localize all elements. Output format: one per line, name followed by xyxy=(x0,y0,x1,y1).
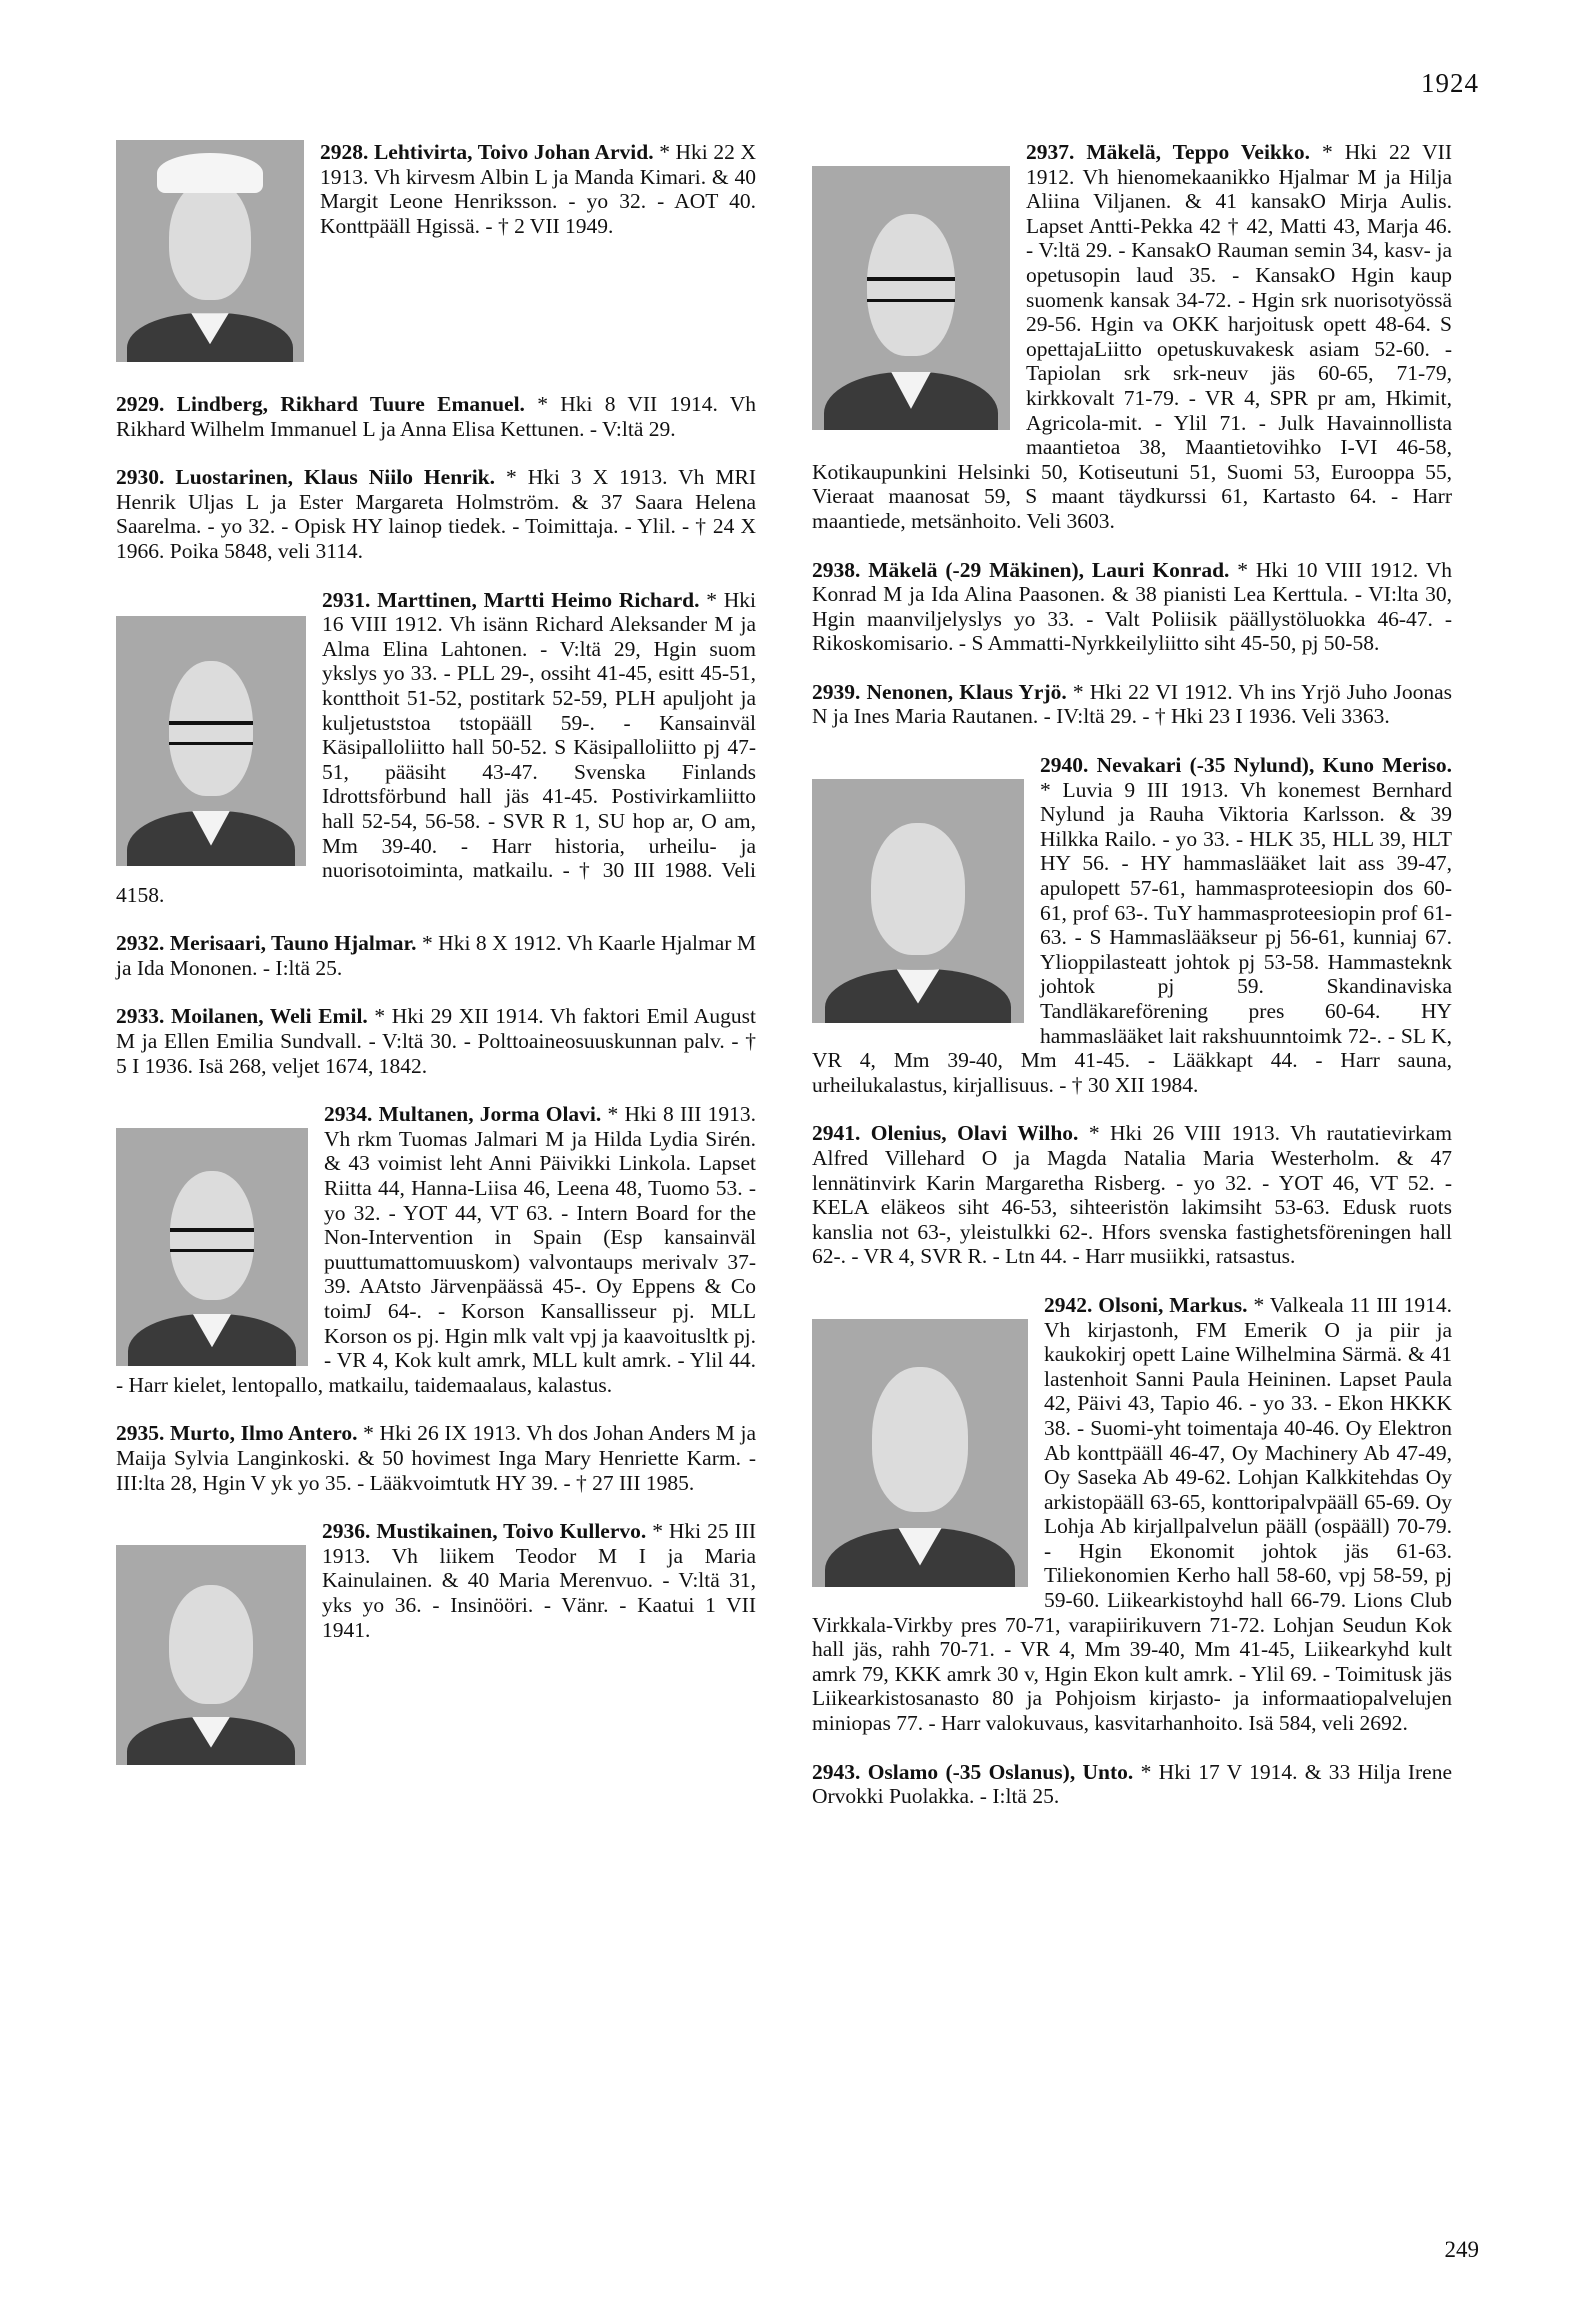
portrait-photo xyxy=(116,1128,308,1366)
entry-text: * Hki 25 III 1913. Vh liikem Teodor M I ja Maria Kainulainen. & 40 Maria Merenvuo. - V:ltä 31, yks yo 36. - Insinööri. - Vänr. - Kaatui 1 VII 1941. xyxy=(322,1519,757,1642)
entry-text: * Hki 22 VII 1912. Vh hienomekaanikko Hjalmar M ja Hilja Aliina Viljanen. & 41 kansakO Mirja Aulis. Lapset Antti-Pekka 42 † 42, Matti 43, Marja 46. - V:ltä 29. - KansakO Rauman semin 34, kasv- ja opetusopin laud 35. - KansakO Hgin kaup suomenk kansak 34-72. - Hgin srk nuorisotyössä 29-56. Hgin va OKK harjoitusk opett 48-64. S opettajaLiitto opetuskuvakesk asiam 52-60. - Tapiolan srk srk-neuv jäs 60-65, 71-79, kirkkovalt 71-79. - VR 4, SPR pr am, Hkimit, Agricola-mit. - Ylil 71. - Julk Havainnollista maantietoa 38, Maantietovihko I-VI 46-58, Kotikaupunkini Helsinki 50, Kotiseutuni 51, Suomi 53, Eurooppa 55, Vieraat maanosat 59, S maant täydkurssi 61, Kartasto 64. - Harr maantiede, metsänhoito. Veli 3603. xyxy=(812,140,1452,533)
portrait-photo xyxy=(116,616,306,866)
entry-2941 xyxy=(812,1121,1452,1269)
entry-text: * Hki 17 V 1914. & 33 Hilja Irene Orvokki Puolakka. - I:ltä 25. xyxy=(812,1759,1453,1809)
entry-number: 2931. xyxy=(322,587,371,612)
entry-text: * Hki 8 X 1912. Vh Kaarle Hjalmar M ja Ida Mononen. - I:ltä 25. xyxy=(116,931,757,980)
entry-2929 xyxy=(116,392,756,441)
year-heading: 1924 xyxy=(1421,68,1479,98)
portrait-photo xyxy=(116,1545,306,1765)
entry-2934 xyxy=(116,1102,756,1397)
entry-name: Multanen, Jorma Olavi. xyxy=(378,1102,602,1127)
entry-text: * Hki 8 VII 1914. Vh Rikhard Wilhelm Immanuel L ja Anna Elisa Kettunen. - V:ltä 29. xyxy=(116,392,757,441)
entry-2933 xyxy=(116,1004,756,1078)
entry-number: 2941. xyxy=(812,1121,861,1146)
portrait-photo xyxy=(116,140,304,362)
entry-text: * Luvia 9 III 1913. Vh konemest Bernhard Nylund ja Rauha Viktoria Karlsson. & 39 Hilkka Railo. - yo 33. - HLK 35, HLL 39, HLT HY 56. - HY hammaslääket lait ass 39-47, apulopett 57-61, hammasproteesiopin dos 60-61, prof 63-. TuY hammasproteesiopin prof 61-63. - S Hammaslääkseur pj 56-61, kunniaj 67. Ylioppilasteatt johtok pj 53-58. Hammasteknk johtok pj 59. Skandinaviska Tandläkareförening pres 60-64. HY hammaslääket lait rakshuunntoimk 72-. - SL K, VR 4, Mm 39-40, Mm 41-45. - Lääkkapt 44. - Harr sauna, urheilukalastus, kirjallisuus. - † 30 XII 1984. xyxy=(812,777,1452,1097)
entry-number: 2939. xyxy=(812,679,861,704)
entry-name: Olsoni, Markus. xyxy=(1098,1292,1248,1317)
entry-2932 xyxy=(116,931,756,980)
entry-2943 xyxy=(812,1760,1452,1809)
entry-2928 xyxy=(116,140,756,368)
entry-2939 xyxy=(812,680,1452,729)
entry-2940 xyxy=(812,753,1452,1097)
entry-name: Marttinen, Martti Heimo Richard. xyxy=(377,587,700,612)
entry-2936 xyxy=(116,1519,756,1642)
entry-text: * Hki 22 VI 1912. Vh ins Yrjö Juho Joonas N ja Ines Maria Rautanen. - IV:ltä 29. - † Hki 23 I 1936. Veli 3363. xyxy=(812,679,1453,729)
entry-name: Luostarinen, Klaus Niilo Henrik. xyxy=(175,465,495,490)
entry-name: Mäkelä, Teppo Veikko. xyxy=(1086,140,1310,164)
entry-text: * Hki 3 X 1913. Vh MRI Henrik Uljas L ja Ester Margareta Holmström. & 37 Saara Helena Saarelma. - yo 32. - Opisk HY lainop tiedek. - Toimittaja. - Ylil. - † 24 X 1966. Poika 5848, veli 3114. xyxy=(116,465,756,563)
entry-number: 2940. xyxy=(1040,753,1089,778)
page-number: 249 xyxy=(1444,2237,1479,2262)
entry-number: 2935. xyxy=(116,1421,165,1446)
portrait-photo xyxy=(812,166,1010,430)
entry-number: 2938. xyxy=(812,557,861,582)
entry-number: 2943. xyxy=(812,1759,861,1784)
entry-text: * Hki 10 VIII 1912. Vh Konrad M ja Ida Alina Paasonen. & 38 pianisti Lea Kerttula. - VI:lta 30, Hgin maanviljelyslys yo 33. - Valt Poliisik päällystöluokka 46-47. - Rikoskomisario. - S Ammatti-Nyrkkeilyliitto siht 45-50, pj 50-58. xyxy=(812,557,1453,656)
entry-2931 xyxy=(116,588,756,908)
entry-name: Oslamo (-35 Oslanus), Unto. xyxy=(867,1759,1134,1784)
entry-text: * Hki 16 VIII 1912. Vh isänn Richard Aleksander M ja Alma Elina Lahtonen. - V:ltä 29, Hgin suom ykslys yo 33. - PLL 29-, ossiht 41-45, esitt 45-51, kontthoit 51-52, postitark 52-59, PLH apuljoht ja kuljetuststoa tstopääll 59-. - Kansainväl Käsipalloliitto hall 50-52. S Käsipalloliitto pj 47-51, pääsiht 43-47. Svenska Finlands Idrottsförbund hall jäs 41-45. Postivirkamliitto hall 52-54, 56-58. - SVR R 1, SU hop ar, O am, Mm 39-40. - Harr historia, urheilu- ja nuorisotoiminta, matkailu. - † 30 III 1988. Veli 4158. xyxy=(116,587,756,907)
left-column xyxy=(116,140,756,1771)
entry-number: 2933. xyxy=(116,1004,165,1029)
entry-text: * Hki 22 X 1913. Vh kirvesm Albin L ja Manda Kimari. & 40 Margit Leone Henriksson. - yo 32. - AOT 40. Konttpääll Hgissä. - † 2 VII 1949. xyxy=(320,140,756,238)
entry-2937 xyxy=(812,140,1452,534)
entry-text: * Hki 29 XII 1914. Vh faktori Emil August M ja Ellen Emilia Sundvall. - V:ltä 30. - Polttoaineosuuskunnan palv. - † 5 I 1936. Isä 268, veljet 1674, 1842. xyxy=(116,1004,757,1078)
entry-2935 xyxy=(116,1421,756,1495)
entry-number: 2932. xyxy=(116,931,165,956)
entry-number: 2930. xyxy=(116,465,165,490)
entry-text: * Hki 26 VIII 1913. Vh rautatievirkam Alfred Villehard O ja Magda Natalia Maria Westerholm. & 47 lennätinvirk Karin Margaretha Risberg. - yo 32. - YOT 46, VT 52. - KELA eläkeos siht 46-53, sihteeristön lakimsiht 53-63. Edusk ruots kanslia not 63-, yleistulkki 62-. Hfors svenska fastighetsföreningen hall 62-. - VR 4, SVR R. - Ltn 44. - Harr musiikki, ratsastus. xyxy=(812,1121,1453,1269)
entry-number: 2942. xyxy=(1044,1292,1093,1317)
entry-name: Murto, Ilmo Antero. xyxy=(169,1421,358,1446)
entry-number: 2929. xyxy=(116,392,165,416)
entry-name: Nenonen, Klaus Yrjö. xyxy=(866,679,1067,704)
entry-text: * Valkeala 11 III 1914. Vh kirjastonh, FM Emerik O ja piir ja kaukokirj opett Laine Wilhelmina Särmä. & 41 lastenhoit Sanni Paula Heininen. Lapset Paula 42, Päivi 43, Tapio 46. - yo 33. - Ekon HKKK 38. - Suomi-yht toimentaja 40-46. Oy Elektron Ab konttpääll 46-47, Oy Machinery Ab 47-49, Oy Saseka Ab 49-62. Lohjan Kalkkitehdas Oy arkistopääll 63-65, konttoripalvpääll 65-69. Oy Lohja Ab kirjallpalvelun pääll (ospääll) 70-79. - Hgin Ekonomit johtok jäs 61-63. Tiliekonomien Kerho hall 58-60, vpj 58-59, pj 59-60. Liikearkistoyhd hall 66-79. Lions Club Virkkala-Virkby pres 70-71, varapiirikuvern 71-72. Lohjan Seudun Kok hall jäs, rahh 70-71. - VR 4, Mm 39-40, Mm 41-45, Liikearkyhd kult amrk 79, KKK amrk 30 v, Hgin Ekon kult amrk. - Ylil 69. - Toimitusk jäs Liikearkistosanasto 80 ja Pohjoism kirjasto- ja informaatiopalvelujen miniopas 77. - Harr valokuvaus, kasvitarhanhoito. Isä 584, veli 2692. xyxy=(812,1292,1452,1736)
entry-number: 2928. xyxy=(320,140,369,164)
entry-name: Moilanen, Weli Emil. xyxy=(171,1004,368,1029)
entry-text: * Hki 8 III 1913. Vh rkm Tuomas Jalmari M ja Hilda Lydia Sirén. & 43 voimist leht Anni Päivikki Linkola. Lapset Riitta 44, Hanna-Liisa 46, Leena 48, Tuomo 53. - yo 32. - YOT 44, VT 63. - Intern Board for the Non-Intervention in Spain (Esp kansainväl puuttumattomuuskom) valvontaups merivalv 37-39. AAtsto Järvenpäässä 45-. Oy Eppens & Co toimJ 64-. - Korson Kansallisseur pj. MLL Korson os pj. Hgin mlk valt vpj ja kaavoitusltk pj. - VR 4, Kok kult amrk, MLL kult amrk. - Ylil 44. - Harr kielet, lentopallo, matkailu, taidemaalaus, kalastus. xyxy=(116,1102,757,1397)
entry-2942 xyxy=(812,1293,1452,1736)
entry-number: 2937. xyxy=(1026,140,1075,164)
entry-name: Mäkelä (-29 Mäkinen), Lauri Konrad. xyxy=(868,557,1230,582)
entry-2930 xyxy=(116,465,756,563)
entry-2938 xyxy=(812,558,1452,656)
portrait-photo xyxy=(812,1319,1028,1587)
portrait-photo xyxy=(812,779,1024,1023)
entry-name: Mustikainen, Toivo Kullervo. xyxy=(376,1519,647,1544)
entry-name: Lehtivirta, Toivo Johan Arvid. xyxy=(373,140,654,164)
entry-name: Nevakari (-35 Nylund), Kuno Meriso. xyxy=(1096,753,1453,778)
entry-number: 2934. xyxy=(324,1102,373,1127)
entry-number: 2936. xyxy=(322,1519,371,1544)
right-column xyxy=(812,140,1452,1833)
entry-name: Lindberg, Rikhard Tuure Emanuel. xyxy=(176,392,525,416)
entry-text: * Hki 26 IX 1913. Vh dos Johan Anders M ja Maija Sylvia Langinkoski. & 50 hovimest Inga Mary Henriette Karm. - III:lta 28, Hgin V yk yo 35. - Lääkvoimtutk HY 39. - † 27 III 1985. xyxy=(116,1421,757,1495)
entry-name: Merisaari, Tauno Hjalmar. xyxy=(169,931,417,956)
entry-name: Olenius, Olavi Wilho. xyxy=(870,1121,1079,1146)
